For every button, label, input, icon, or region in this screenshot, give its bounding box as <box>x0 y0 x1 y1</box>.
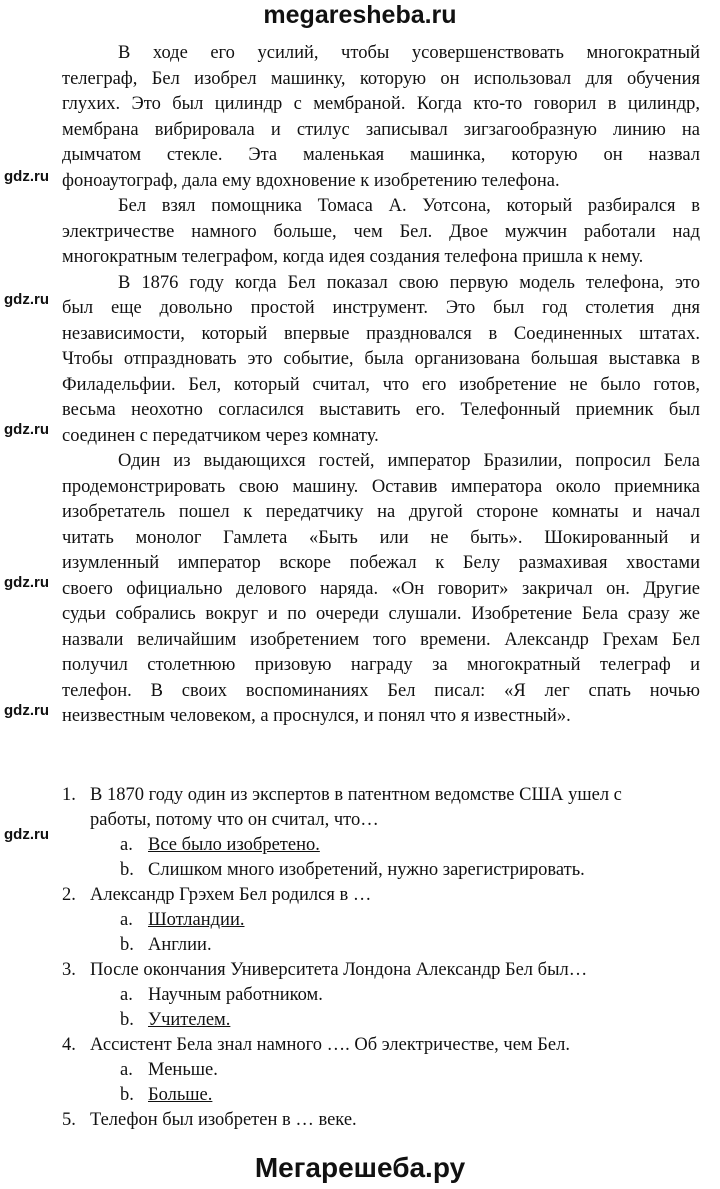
answer-option <box>62 858 712 883</box>
paragraph-line: Филадельфии. Бел, который считал, что его изобретение не было готов, <box>62 374 700 395</box>
paragraph-line: изумленный император вскоре побежал к Белу размахивая хвостами <box>62 553 700 573</box>
question <box>62 808 712 833</box>
item-number: a. <box>120 1060 133 1080</box>
item-text: В 1870 году один из экспертов в патентном ведомстве США ушел с <box>90 785 622 805</box>
paragraph-line: многократным телеграфом, когда идея создания телефона пришла к нему. <box>62 247 644 267</box>
item-text: Англии. <box>148 935 212 955</box>
paragraph-line: соединен с передатчиком через комнату. <box>62 425 379 446</box>
paragraph-line: независимости, который впервые праздновался в Соединенных штатах. <box>62 323 700 344</box>
item-text: Ассистент Бела знал намного …. Об электричестве, чем Бел. <box>90 1035 570 1055</box>
paragraph-line: судьи собрались вокруг и по очереди слушали. Изобретение Бела сразу же <box>62 604 700 624</box>
item-number: 2. <box>62 885 76 905</box>
item-text: Шотландии. <box>148 910 245 930</box>
paragraph-line: дымчатом стекле. Эта маленькая машинка, которую он назвал <box>62 145 700 165</box>
item-text: Больше. <box>148 1085 213 1105</box>
question <box>62 958 712 983</box>
question <box>62 883 712 908</box>
item-text: Учителем. <box>148 1010 231 1030</box>
question <box>62 1033 712 1058</box>
item-number: a. <box>120 985 133 1005</box>
paragraph-line: изобретатель пошел к передатчику на другой стороне комнаты и начал <box>62 502 700 522</box>
item-number: 1. <box>62 785 76 805</box>
question <box>62 1108 712 1133</box>
paragraph-line: назвали величайшим изобретением того времени. Александр Грехам Бел <box>62 629 700 650</box>
item-text: работы, потому что он считал, что… <box>90 810 379 830</box>
item-number: b. <box>120 935 134 955</box>
paragraph-line: продемонстрировать свою машину. Оставив императора около приемника <box>62 476 700 497</box>
paragraph-line: весьма неохотно согласился выставить его. Телефонный приемник был <box>62 400 700 420</box>
question <box>62 783 712 808</box>
paragraph-line: телефон. В своих воспоминаниях Бел писал: «Я лег спать ночью <box>62 680 700 701</box>
answer-option <box>62 833 712 858</box>
paragraph-line: фоноаутограф, дала ему вдохновение к изобретению телефона. <box>62 170 560 191</box>
answer-option <box>62 1083 712 1108</box>
answer-option <box>62 983 712 1008</box>
item-number: b. <box>120 1010 134 1030</box>
item-number: 4. <box>62 1035 76 1055</box>
article-body <box>62 41 700 730</box>
paragraph-line: получил столетнюю призовую награду за многократный телеграф и <box>62 655 700 675</box>
item-number: 3. <box>62 960 76 980</box>
paragraph-line: мембрана вибрировала и стилус записывал зигзагообразную линию на <box>62 119 700 140</box>
item-number: a. <box>120 835 133 855</box>
watermark: gdz.ru <box>4 291 49 308</box>
watermark: gdz.ru <box>4 421 49 438</box>
answer-option <box>62 1058 712 1083</box>
item-number: a. <box>120 910 133 930</box>
paragraph-line: Один из выдающихся гостей, император Бразилии, попросил Бела <box>118 451 700 471</box>
item-text: Телефон был изобретен в … веке. <box>90 1110 357 1130</box>
item-number: b. <box>120 860 134 880</box>
answer-option <box>62 1008 712 1033</box>
paragraph-line: неизвестным человеком, а проснулся, и понял что я известный». <box>62 706 571 726</box>
watermark: gdz.ru <box>4 702 49 719</box>
watermark: gdz.ru <box>4 168 49 185</box>
paragraph-line: читать монолог Гамлета «Быть или не быть». Шокированный и <box>62 527 700 548</box>
watermark: gdz.ru <box>4 574 49 591</box>
item-number: b. <box>120 1085 134 1105</box>
paragraph-line: В 1876 году когда Бел показал свою первую модель телефона, это <box>118 272 700 293</box>
answer-option <box>62 908 712 933</box>
paragraph-line: был еще довольно простой инструмент. Это был год столетия дня <box>62 298 700 318</box>
paragraph-line: электричестве намного больше, чем Бел. Двое мужчин работали над <box>62 221 700 242</box>
paragraph-line: своего официально делового наряда. «Он говорит» закричал он. Другие <box>62 578 700 599</box>
item-text: Слишком много изобретений, нужно зарегистрировать. <box>148 860 585 880</box>
answer-option <box>62 933 712 958</box>
paragraph-line: В ходе его усилий, чтобы усовершенствовать многократный <box>118 43 700 63</box>
paragraph-line: телеграф, Бел изобрел машинку, которую он использовал для обучения <box>62 68 700 89</box>
item-text: Александр Грэхем Бел родился в … <box>90 885 372 905</box>
paragraph-line: глухих. Это был цилиндр с мембраной. Когда кто-то говорил в цилиндр, <box>62 94 700 114</box>
paragraph-line: Чтобы отпраздновать это событие, была организована большая выставка в <box>62 349 700 369</box>
item-text: Меньше. <box>148 1060 218 1080</box>
watermark: gdz.ru <box>4 826 49 843</box>
item-text: Научным работником. <box>148 985 323 1005</box>
paragraph-line: Бел взял помощника Томаса А. Уотсона, который разбирался в <box>118 196 700 216</box>
item-number: 5. <box>62 1110 76 1130</box>
item-text: После окончания Университета Лондона Александр Бел был… <box>90 960 588 980</box>
item-text: Все было изобретено. <box>148 835 320 855</box>
question-list <box>62 783 712 1133</box>
site-footer: Мегарешеба.ру <box>254 1152 466 1183</box>
site-header: megaresheba.ru <box>263 1 457 29</box>
